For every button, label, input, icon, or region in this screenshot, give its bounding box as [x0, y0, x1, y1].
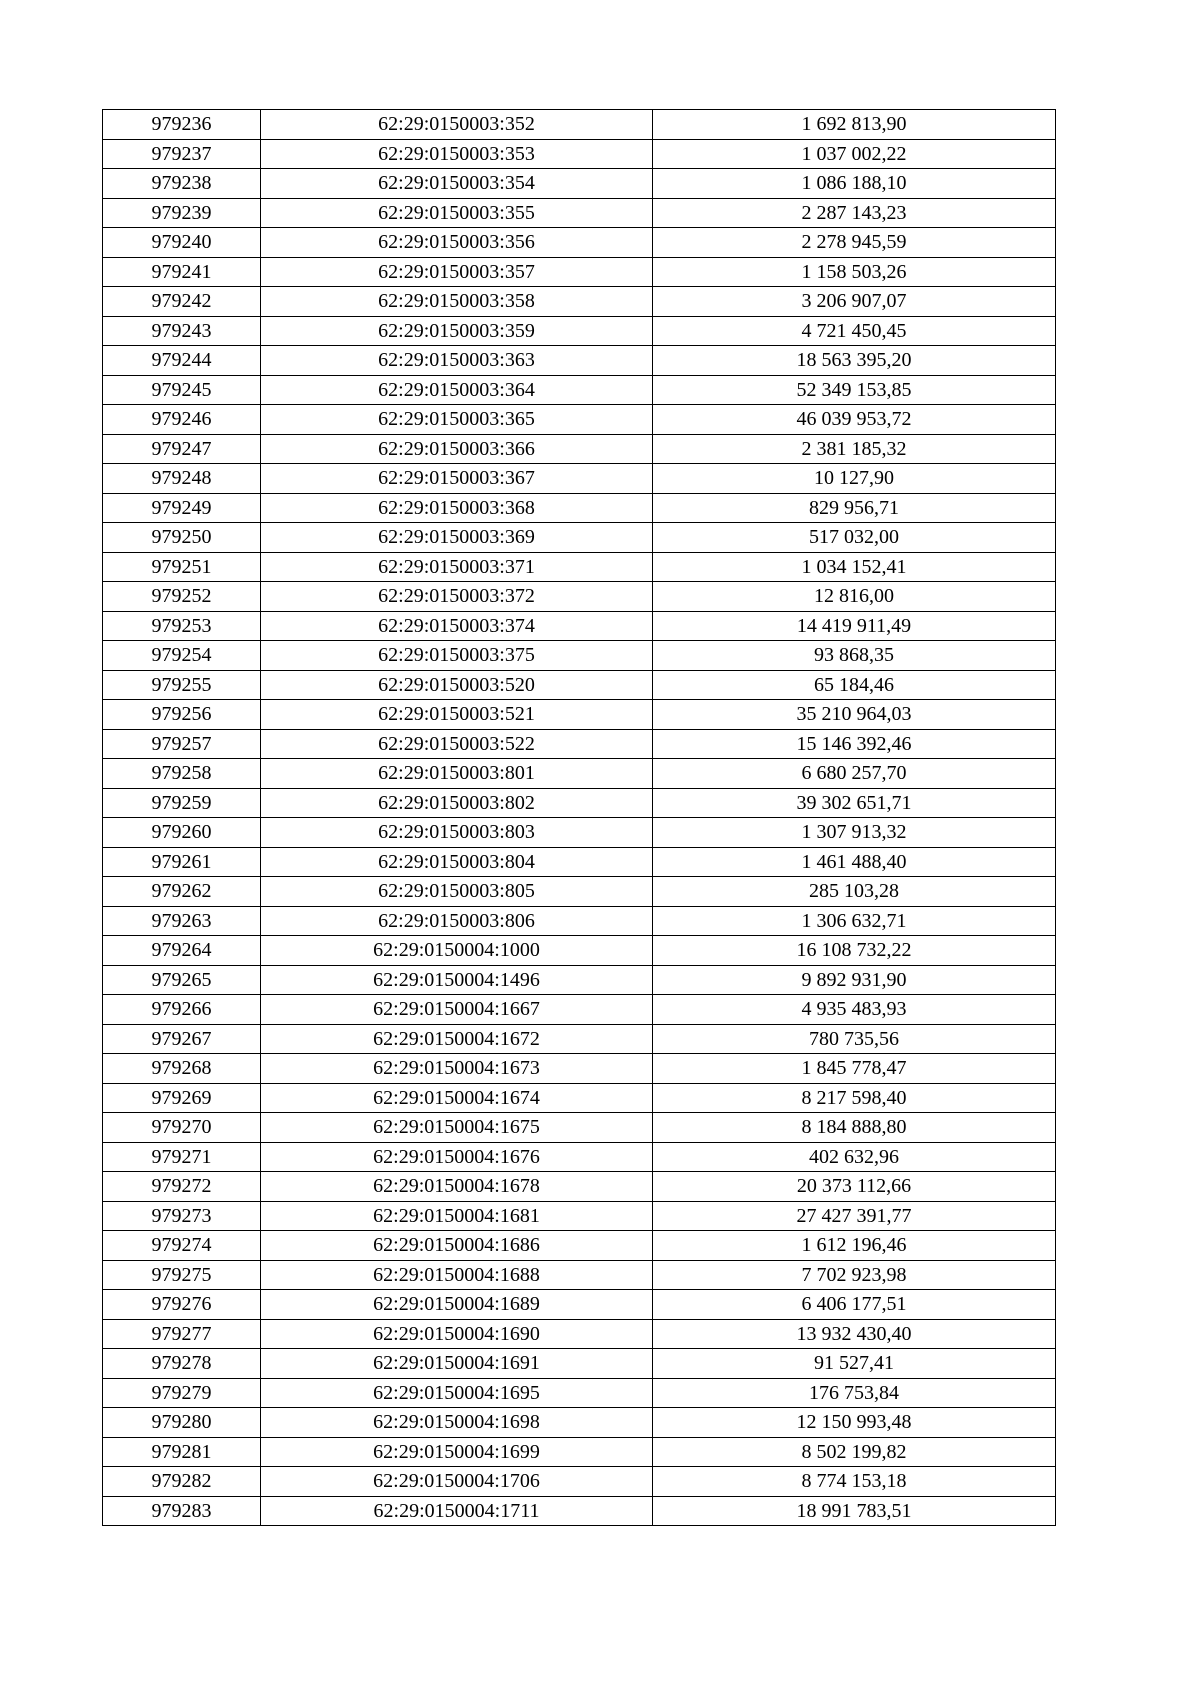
value-cell: 12 150 993,48	[653, 1408, 1056, 1438]
cadastral-number-cell: 62:29:0150003:375	[261, 641, 653, 671]
value-cell: 93 868,35	[653, 641, 1056, 671]
row-number-cell: 979280	[103, 1408, 261, 1438]
value-cell: 13 932 430,40	[653, 1319, 1056, 1349]
cadastral-number-cell: 62:29:0150004:1681	[261, 1201, 653, 1231]
row-number-cell: 979238	[103, 169, 261, 199]
cadastral-number-cell: 62:29:0150003:353	[261, 139, 653, 169]
value-cell: 1 612 196,46	[653, 1231, 1056, 1261]
row-number-cell: 979281	[103, 1437, 261, 1467]
cadastral-number-cell: 62:29:0150004:1706	[261, 1467, 653, 1497]
cadastral-number-cell: 62:29:0150003:802	[261, 788, 653, 818]
value-cell: 402 632,96	[653, 1142, 1056, 1172]
cadastral-number-cell: 62:29:0150003:801	[261, 759, 653, 789]
value-cell: 2 287 143,23	[653, 198, 1056, 228]
value-cell: 20 373 112,66	[653, 1172, 1056, 1202]
value-cell: 4 935 483,93	[653, 995, 1056, 1025]
row-number-cell: 979247	[103, 434, 261, 464]
table-row	[103, 641, 1056, 671]
cadastral-number-cell: 62:29:0150003:364	[261, 375, 653, 405]
cadastral-number-cell: 62:29:0150004:1688	[261, 1260, 653, 1290]
cadastral-number-cell: 62:29:0150004:1699	[261, 1437, 653, 1467]
table-row	[103, 405, 1056, 435]
cadastral-number-cell: 62:29:0150003:804	[261, 847, 653, 877]
row-number-cell: 979251	[103, 552, 261, 582]
cadastral-value-table	[102, 109, 1056, 1526]
row-number-cell: 979277	[103, 1319, 261, 1349]
table-row	[103, 700, 1056, 730]
row-number-cell: 979253	[103, 611, 261, 641]
value-cell: 14 419 911,49	[653, 611, 1056, 641]
cadastral-number-cell: 62:29:0150003:372	[261, 582, 653, 612]
row-number-cell: 979245	[103, 375, 261, 405]
value-cell: 1 158 503,26	[653, 257, 1056, 287]
value-cell: 7 702 923,98	[653, 1260, 1056, 1290]
table-row	[103, 316, 1056, 346]
value-cell: 2 278 945,59	[653, 228, 1056, 258]
table-row	[103, 582, 1056, 612]
value-cell: 27 427 391,77	[653, 1201, 1056, 1231]
row-number-cell: 979260	[103, 818, 261, 848]
value-cell: 4 721 450,45	[653, 316, 1056, 346]
table-row	[103, 493, 1056, 523]
value-cell: 12 816,00	[653, 582, 1056, 612]
cadastral-number-cell: 62:29:0150004:1690	[261, 1319, 653, 1349]
value-cell: 176 753,84	[653, 1378, 1056, 1408]
row-number-cell: 979268	[103, 1054, 261, 1084]
value-cell: 8 502 199,82	[653, 1437, 1056, 1467]
cadastral-number-cell: 62:29:0150004:1000	[261, 936, 653, 966]
value-cell: 18 991 783,51	[653, 1496, 1056, 1526]
table-row	[103, 611, 1056, 641]
value-cell: 46 039 953,72	[653, 405, 1056, 435]
table-row	[103, 1349, 1056, 1379]
table-row	[103, 139, 1056, 169]
value-cell: 8 774 153,18	[653, 1467, 1056, 1497]
table-row	[103, 257, 1056, 287]
table-row	[103, 995, 1056, 1025]
value-cell: 517 032,00	[653, 523, 1056, 553]
cadastral-number-cell: 62:29:0150004:1667	[261, 995, 653, 1025]
row-number-cell: 979239	[103, 198, 261, 228]
cadastral-number-cell: 62:29:0150003:355	[261, 198, 653, 228]
row-number-cell: 979276	[103, 1290, 261, 1320]
cadastral-number-cell: 62:29:0150004:1672	[261, 1024, 653, 1054]
value-cell: 2 381 185,32	[653, 434, 1056, 464]
row-number-cell: 979252	[103, 582, 261, 612]
table-row	[103, 1172, 1056, 1202]
row-number-cell: 979263	[103, 906, 261, 936]
table-row	[103, 729, 1056, 759]
row-number-cell: 979271	[103, 1142, 261, 1172]
table-row	[103, 552, 1056, 582]
table-row	[103, 1231, 1056, 1261]
table-row	[103, 198, 1056, 228]
value-cell: 1 034 152,41	[653, 552, 1056, 582]
value-cell: 52 349 153,85	[653, 375, 1056, 405]
row-number-cell: 979242	[103, 287, 261, 317]
cadastral-number-cell: 62:29:0150004:1691	[261, 1349, 653, 1379]
row-number-cell: 979243	[103, 316, 261, 346]
row-number-cell: 979265	[103, 965, 261, 995]
cadastral-number-cell: 62:29:0150004:1673	[261, 1054, 653, 1084]
value-cell: 8 184 888,80	[653, 1113, 1056, 1143]
row-number-cell: 979264	[103, 936, 261, 966]
table-row	[103, 1437, 1056, 1467]
table-row	[103, 759, 1056, 789]
table-row	[103, 464, 1056, 494]
cadastral-number-cell: 62:29:0150003:354	[261, 169, 653, 199]
table-body	[103, 110, 1056, 1526]
cadastral-number-cell: 62:29:0150003:357	[261, 257, 653, 287]
row-number-cell: 979259	[103, 788, 261, 818]
table-row	[103, 1290, 1056, 1320]
cadastral-number-cell: 62:29:0150003:365	[261, 405, 653, 435]
table-row	[103, 965, 1056, 995]
row-number-cell: 979237	[103, 139, 261, 169]
row-number-cell: 979262	[103, 877, 261, 907]
row-number-cell: 979278	[103, 1349, 261, 1379]
cadastral-number-cell: 62:29:0150003:805	[261, 877, 653, 907]
cadastral-number-cell: 62:29:0150003:358	[261, 287, 653, 317]
row-number-cell: 979246	[103, 405, 261, 435]
table-row	[103, 818, 1056, 848]
table-row	[103, 906, 1056, 936]
row-number-cell: 979269	[103, 1083, 261, 1113]
value-cell: 1 845 778,47	[653, 1054, 1056, 1084]
value-cell: 1 692 813,90	[653, 110, 1056, 140]
cadastral-number-cell: 62:29:0150004:1695	[261, 1378, 653, 1408]
row-number-cell: 979244	[103, 346, 261, 376]
row-number-cell: 979270	[103, 1113, 261, 1143]
table-row	[103, 287, 1056, 317]
cadastral-number-cell: 62:29:0150003:356	[261, 228, 653, 258]
row-number-cell: 979240	[103, 228, 261, 258]
value-cell: 1 086 188,10	[653, 169, 1056, 199]
cadastral-number-cell: 62:29:0150003:522	[261, 729, 653, 759]
cadastral-number-cell: 62:29:0150004:1686	[261, 1231, 653, 1261]
row-number-cell: 979261	[103, 847, 261, 877]
value-cell: 285 103,28	[653, 877, 1056, 907]
row-number-cell: 979257	[103, 729, 261, 759]
row-number-cell: 979272	[103, 1172, 261, 1202]
value-cell: 1 461 488,40	[653, 847, 1056, 877]
table-row	[103, 1201, 1056, 1231]
cadastral-number-cell: 62:29:0150003:366	[261, 434, 653, 464]
table-row	[103, 1083, 1056, 1113]
value-cell: 9 892 931,90	[653, 965, 1056, 995]
table-row	[103, 1319, 1056, 1349]
value-cell: 780 735,56	[653, 1024, 1056, 1054]
cadastral-number-cell: 62:29:0150003:371	[261, 552, 653, 582]
cadastral-number-cell: 62:29:0150004:1698	[261, 1408, 653, 1438]
table-row	[103, 1408, 1056, 1438]
table-row	[103, 1260, 1056, 1290]
value-cell: 10 127,90	[653, 464, 1056, 494]
table-row	[103, 1054, 1056, 1084]
table-row	[103, 1496, 1056, 1526]
row-number-cell: 979249	[103, 493, 261, 523]
cadastral-number-cell: 62:29:0150004:1678	[261, 1172, 653, 1202]
cadastral-number-cell: 62:29:0150004:1675	[261, 1113, 653, 1143]
table-row	[103, 670, 1056, 700]
table-row	[103, 1024, 1056, 1054]
value-cell: 16 108 732,22	[653, 936, 1056, 966]
table-row	[103, 936, 1056, 966]
cadastral-number-cell: 62:29:0150003:367	[261, 464, 653, 494]
cadastral-number-cell: 62:29:0150003:352	[261, 110, 653, 140]
row-number-cell: 979255	[103, 670, 261, 700]
table-row	[103, 1142, 1056, 1172]
table-row	[103, 169, 1056, 199]
value-cell: 39 302 651,71	[653, 788, 1056, 818]
row-number-cell: 979258	[103, 759, 261, 789]
row-number-cell: 979273	[103, 1201, 261, 1231]
row-number-cell: 979275	[103, 1260, 261, 1290]
row-number-cell: 979254	[103, 641, 261, 671]
row-number-cell: 979236	[103, 110, 261, 140]
row-number-cell: 979266	[103, 995, 261, 1025]
table-row	[103, 523, 1056, 553]
value-cell: 35 210 964,03	[653, 700, 1056, 730]
cadastral-number-cell: 62:29:0150004:1711	[261, 1496, 653, 1526]
table-row	[103, 346, 1056, 376]
row-number-cell: 979256	[103, 700, 261, 730]
cadastral-number-cell: 62:29:0150003:806	[261, 906, 653, 936]
table-row	[103, 110, 1056, 140]
value-cell: 15 146 392,46	[653, 729, 1056, 759]
cadastral-number-cell: 62:29:0150003:363	[261, 346, 653, 376]
value-cell: 1 307 913,32	[653, 818, 1056, 848]
cadastral-number-cell: 62:29:0150003:374	[261, 611, 653, 641]
table-row	[103, 434, 1056, 464]
row-number-cell: 979241	[103, 257, 261, 287]
cadastral-number-cell: 62:29:0150003:369	[261, 523, 653, 553]
cadastral-number-cell: 62:29:0150003:521	[261, 700, 653, 730]
table-row	[103, 788, 1056, 818]
cadastral-number-cell: 62:29:0150003:359	[261, 316, 653, 346]
row-number-cell: 979282	[103, 1467, 261, 1497]
table-row	[103, 1378, 1056, 1408]
cadastral-number-cell: 62:29:0150003:368	[261, 493, 653, 523]
value-cell: 6 680 257,70	[653, 759, 1056, 789]
cadastral-number-cell: 62:29:0150004:1674	[261, 1083, 653, 1113]
row-number-cell: 979283	[103, 1496, 261, 1526]
value-cell: 18 563 395,20	[653, 346, 1056, 376]
table-row	[103, 847, 1056, 877]
table-row	[103, 1113, 1056, 1143]
row-number-cell: 979279	[103, 1378, 261, 1408]
value-cell: 1 306 632,71	[653, 906, 1056, 936]
table-row	[103, 228, 1056, 258]
value-cell: 3 206 907,07	[653, 287, 1056, 317]
row-number-cell: 979267	[103, 1024, 261, 1054]
cadastral-number-cell: 62:29:0150004:1496	[261, 965, 653, 995]
value-cell: 91 527,41	[653, 1349, 1056, 1379]
cadastral-number-cell: 62:29:0150003:803	[261, 818, 653, 848]
row-number-cell: 979250	[103, 523, 261, 553]
value-cell: 6 406 177,51	[653, 1290, 1056, 1320]
value-cell: 8 217 598,40	[653, 1083, 1056, 1113]
row-number-cell: 979274	[103, 1231, 261, 1261]
value-cell: 65 184,46	[653, 670, 1056, 700]
cadastral-number-cell: 62:29:0150004:1676	[261, 1142, 653, 1172]
row-number-cell: 979248	[103, 464, 261, 494]
cadastral-number-cell: 62:29:0150004:1689	[261, 1290, 653, 1320]
table-row	[103, 1467, 1056, 1497]
value-cell: 1 037 002,22	[653, 139, 1056, 169]
cadastral-number-cell: 62:29:0150003:520	[261, 670, 653, 700]
table-row	[103, 375, 1056, 405]
table-row	[103, 877, 1056, 907]
value-cell: 829 956,71	[653, 493, 1056, 523]
